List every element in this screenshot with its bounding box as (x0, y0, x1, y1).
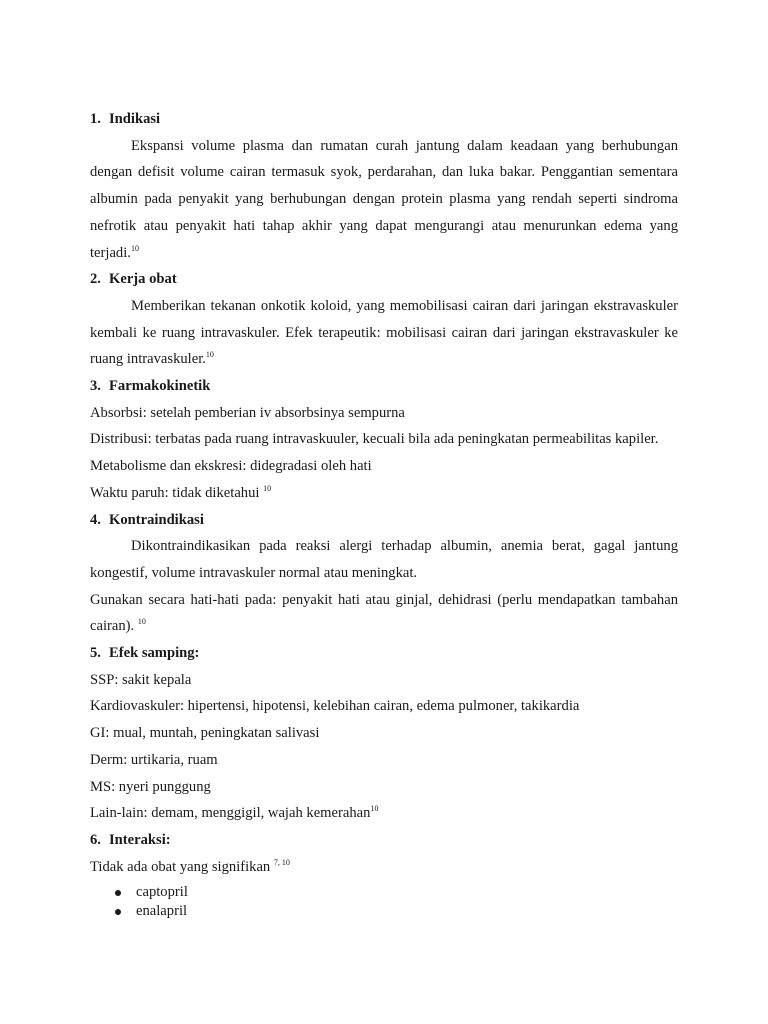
bullet-icon (115, 890, 121, 896)
reference-number: 7, 10 (273, 857, 290, 867)
section-heading-kerja-obat (90, 266, 678, 293)
bullet-icon (115, 909, 121, 915)
section-number: 4. (90, 511, 101, 528)
gi-line: GI: mual, muntah, peningkatan salivasi (90, 725, 320, 742)
interaksi-list (90, 883, 678, 921)
paragraph-text: Memberikan tekanan onkotik koloid, yang memobilisasi cairan dari jaringan ekstravaskuler kembali ke ruang intravaskuler. Efek terapeutik: mobilisasi cairan dari jaringan ekstravaskuler ke ruang intravaskuler. (90, 297, 678, 368)
section-heading-interaksi (90, 827, 678, 854)
section-title: Indikasi (109, 111, 161, 127)
reference-number: 10 (263, 483, 272, 493)
line-text: Tidak ada obat yang signifikan (90, 858, 274, 875)
indikasi-paragraph (90, 133, 678, 267)
section-number: 6. (90, 831, 101, 848)
lain-lain-line (90, 800, 678, 827)
kerja-obat-paragraph (90, 293, 678, 373)
kontraindikasi-paragraph: Dikontraindikasikan pada reaksi alergi terhadap albumin, anemia berat, gagal jantung kongestif, volume intravaskuler normal atau meningkat. (90, 538, 678, 581)
list-item-text: captopril (136, 884, 188, 901)
list-item (90, 883, 678, 902)
interaksi-line (90, 854, 678, 881)
section-title: Interaksi: (109, 831, 171, 848)
absorbsi-line: Absorbsi: setelah pemberian iv absorbsinya sempurna (90, 404, 405, 421)
metabolisme-line: Metabolisme dan ekskresi: didegradasi oleh hati (90, 458, 372, 475)
section-title: Farmakokinetik (109, 378, 211, 394)
section-heading-kontraindikasi (90, 507, 678, 534)
list-item (90, 902, 678, 921)
document-page (90, 106, 678, 921)
paragraph-text: Gunakan secara hati-hati pada: penyakit hati atau ginjal, dehidrasi (perlu mendapatkan tambahan cairan). (90, 591, 678, 635)
section-heading-efek-samping (90, 640, 678, 667)
line-text: Lain-lain: demam, menggigil, wajah kemerahan (90, 805, 371, 822)
reference-number: 10 (130, 243, 139, 253)
reference-number: 10 (205, 350, 214, 360)
section-title: Kontraindikasi (109, 511, 204, 528)
waktu-paruh-line (90, 480, 678, 507)
ssp-line: SSP: sakit kepala (90, 671, 192, 688)
derm-line: Derm: urtikaria, ruam (90, 751, 218, 768)
line-text: Waktu paruh: tidak diketahui (90, 484, 264, 501)
section-number: 5. (90, 645, 101, 661)
section-number: 2. (90, 271, 101, 288)
section-number: 3. (90, 378, 101, 394)
reference-number: 10 (137, 617, 146, 627)
paragraph-text: Ekspansi volume plasma dan rumatan curah jantung dalam keadaan yang berhubungan dengan defisit volume cairan termasuk syok, perdarahan, dan luka bakar. Penggantian sementara albumin pada penyakit yang berhubungan dengan protein plasma yang rendah seperti sindroma nefrotik atau penyakit hati tahap akhir yang dapat mengurangi atau menurunkan edema yang terjadi. (90, 137, 678, 261)
section-title: Efek samping: (109, 645, 200, 661)
kardiovaskuler-line: Kardiovaskuler: hipertensi, hipotensi, kelebihan cairan, edema pulmoner, takikardia (90, 698, 580, 715)
section-number: 1. (90, 111, 101, 127)
list-item-text: enalapril (136, 903, 188, 920)
section-heading-indikasi (90, 106, 678, 133)
reference-number: 10 (370, 804, 379, 814)
section-title: Kerja obat (109, 271, 177, 288)
peringatan-paragraph (90, 587, 678, 640)
ms-line: MS: nyeri punggung (90, 778, 211, 795)
distribusi-line: Distribusi: terbatas pada ruang intravaskuuler, kecuali bila ada peningkatan permeabilitas kapiler. (90, 431, 659, 448)
section-heading-farmakokinetik (90, 373, 678, 400)
